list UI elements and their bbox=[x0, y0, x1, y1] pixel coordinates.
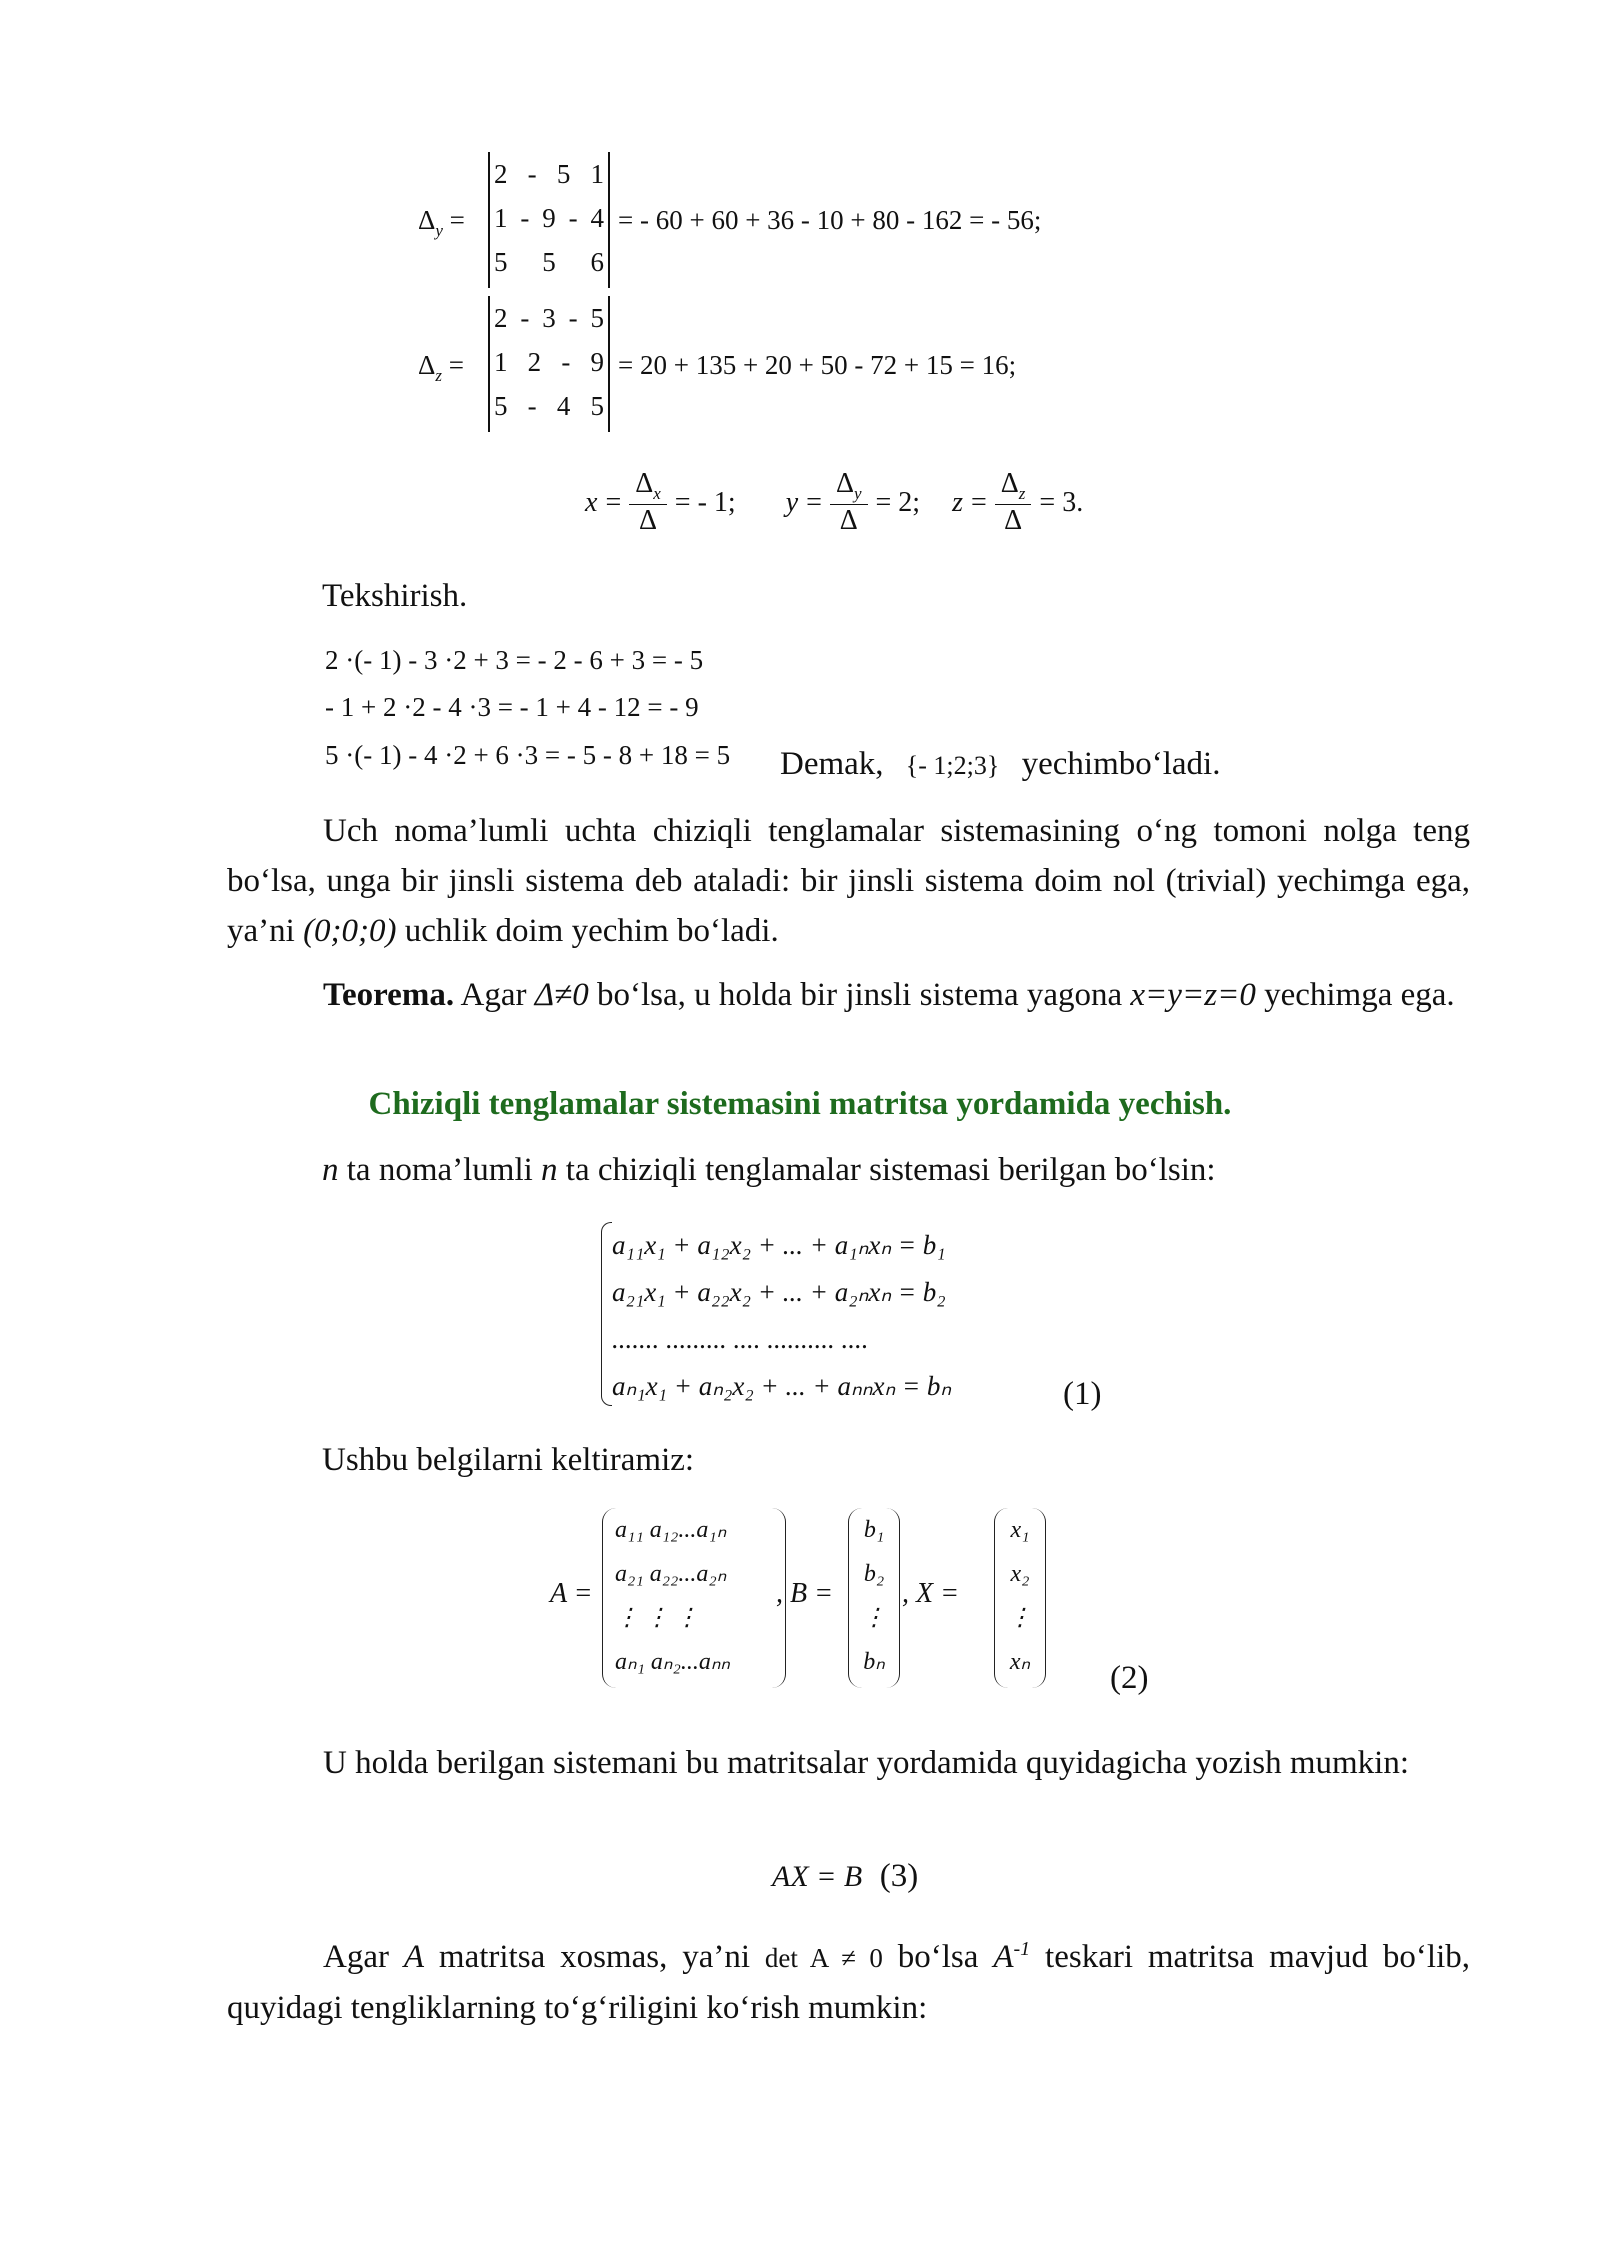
fraction bbox=[830, 468, 868, 537]
denominator: Δ bbox=[1004, 505, 1023, 536]
system-row: aₙ₁x₁ + aₙ₂x₂ + ... + aₙₙxₙ = bₙ bbox=[612, 1371, 952, 1401]
matrix-cell: - bbox=[527, 159, 537, 189]
matrix-row: ⋮ bbox=[862, 1605, 886, 1631]
delta-symbol: Δ bbox=[635, 468, 654, 499]
italic-text: n bbox=[322, 1152, 339, 1188]
delta-subscript: z bbox=[1018, 484, 1026, 503]
matrix-equation: AX = B bbox=[772, 1860, 863, 1893]
matrix-row bbox=[490, 384, 608, 428]
delta-z-label bbox=[418, 350, 464, 386]
matrix-row bbox=[490, 152, 608, 196]
matrix-row: a₂₁ a₂₂...a₂ₙ bbox=[615, 1561, 727, 1587]
matrix-row: ⋮ bbox=[1008, 1605, 1032, 1631]
text: uchlik doim yechim bo‘ladi. bbox=[396, 913, 779, 949]
fraction bbox=[995, 468, 1032, 537]
italic-text: Δ≠0 bbox=[534, 977, 589, 1013]
numerator bbox=[995, 468, 1032, 505]
matrix-a bbox=[602, 1508, 786, 1688]
matrix-cell: 5 bbox=[590, 391, 604, 421]
conclusion-text: yechimbo‘ladi. bbox=[1021, 746, 1221, 782]
delta-subscript: y bbox=[435, 221, 443, 240]
matrix-b-label: , B = bbox=[776, 1578, 833, 1609]
matrix-row: b₂ bbox=[863, 1561, 885, 1587]
text: bo‘lsa bbox=[882, 1939, 994, 1975]
matrix-cell: - bbox=[520, 203, 530, 233]
matrix-row bbox=[490, 296, 608, 340]
paragraph-inverse bbox=[227, 1924, 1470, 2033]
check-line: 5 ·(- 1) - 4 ·2 + 6 ·3 = - 5 - 8 + 18 = 5 bbox=[325, 740, 731, 770]
equals-sign: = bbox=[448, 350, 464, 380]
paragraph-matrix-form bbox=[227, 1738, 1470, 1788]
matrix-cell: 1 bbox=[494, 203, 508, 233]
matrix-row bbox=[490, 340, 608, 384]
text: bo‘lsa, u holda bir jinsli sistema yagona bbox=[588, 977, 1131, 1013]
matrix-cell: - bbox=[568, 203, 578, 233]
denominator: Δ bbox=[639, 505, 658, 536]
text: Agar bbox=[454, 977, 535, 1013]
variable: x bbox=[585, 486, 598, 518]
cramer-solutions bbox=[585, 468, 1083, 537]
text: Agar bbox=[323, 1939, 404, 1975]
text: matritsa xosmas, ya’ni bbox=[424, 1939, 765, 1975]
italic-text: x=y=z=0 bbox=[1130, 977, 1256, 1013]
det-condition: det A ≠ 0 bbox=[764, 1943, 883, 1973]
solution-x bbox=[585, 468, 736, 537]
check-line: 2 ·(- 1) - 3 ·2 + 3 = - 2 - 6 + 3 = - 5 bbox=[325, 645, 704, 675]
delta-subscript: y bbox=[853, 484, 862, 503]
fraction bbox=[629, 468, 667, 537]
matrix-row: b₁ bbox=[863, 1517, 885, 1543]
solution-value: = 2; bbox=[875, 486, 921, 518]
section-heading: Chiziqli tenglamalar sistemasini matritsa yordamida yechish. bbox=[368, 1086, 1232, 1122]
equation-number: (1) bbox=[1063, 1376, 1102, 1412]
equals-sign: = bbox=[605, 486, 622, 518]
matrix-cell: 4 bbox=[590, 203, 604, 233]
solution-triple: {- 1;2;3} bbox=[905, 751, 1000, 780]
matrix-b bbox=[848, 1508, 900, 1688]
equals-sign: = bbox=[806, 486, 822, 518]
equation-number: (2) bbox=[1110, 1660, 1149, 1696]
matrix-row: a₁₁ a₁₂...a₁ₙ bbox=[615, 1517, 727, 1543]
variable: y bbox=[785, 486, 799, 518]
check-title: Tekshirish. bbox=[322, 578, 468, 614]
text: yechimga ega. bbox=[1255, 977, 1455, 1013]
matrix-x bbox=[994, 1508, 1046, 1688]
system-row: a₁₁x₁ + a₁₂x₂ + ... + a₁ₙxₙ = b₁ bbox=[612, 1230, 946, 1260]
superscript: -1 bbox=[1013, 1938, 1031, 1960]
notation-intro: Ushbu belgilarni keltiramiz: bbox=[322, 1442, 695, 1478]
denominator: Δ bbox=[839, 505, 858, 536]
matrix-row: x₂ bbox=[1010, 1561, 1030, 1587]
delta-symbol: Δ bbox=[1000, 468, 1019, 499]
equation-number: (3) bbox=[879, 1858, 919, 1894]
matrix-row bbox=[490, 240, 608, 284]
variable: z bbox=[952, 486, 963, 518]
delta-subscript: z bbox=[435, 366, 442, 385]
italic-text: A bbox=[403, 1939, 425, 1975]
text: ta noma’lumli bbox=[338, 1152, 542, 1188]
matrix-cell: 9 bbox=[590, 347, 604, 377]
matrix-cell: 1 bbox=[494, 347, 508, 377]
matrix-cell: - bbox=[568, 303, 578, 333]
delta-z-expansion: = 20 + 135 + 20 + 50 - 72 + 15 = 16; bbox=[618, 350, 1017, 380]
matrix-row: ⋮ ⋮ ⋮ bbox=[615, 1605, 699, 1631]
solution-z bbox=[952, 468, 1083, 537]
numerator bbox=[830, 468, 868, 505]
matrix-row: bₙ bbox=[863, 1649, 885, 1675]
matrix-cell: - bbox=[561, 347, 571, 377]
matrix-cell: 9 bbox=[542, 203, 556, 233]
matrix-row: x₁ bbox=[1010, 1517, 1030, 1543]
equals-sign: = bbox=[449, 205, 465, 235]
delta-symbol: Δ bbox=[418, 205, 436, 235]
system-row: ....... ......... .... .......... .... bbox=[612, 1324, 869, 1354]
matrix-cell: 3 bbox=[542, 303, 556, 333]
matrix-cell: 2 bbox=[494, 303, 508, 333]
matrix-x-label: , X = bbox=[902, 1578, 959, 1609]
delta-y-matrix bbox=[488, 152, 610, 288]
delta-z-matrix bbox=[488, 296, 610, 432]
solution-value: = 3. bbox=[1039, 486, 1084, 518]
matrix-a-label: A = bbox=[550, 1578, 593, 1609]
matrix-cell: - bbox=[527, 391, 537, 421]
matrix-row bbox=[490, 196, 608, 240]
numerator bbox=[629, 468, 667, 505]
paragraph-system-intro bbox=[322, 1152, 1216, 1189]
check-line: - 1 + 2 ·2 - 4 ·3 = - 1 + 4 - 12 = - 9 bbox=[325, 692, 699, 722]
text: teskari matritsa mavjud bo‘lib, quyidagi tengliklarning to‘g‘riligini ko‘rish mumkin: bbox=[227, 1939, 1471, 2026]
delta-y-expansion: = - 60 + 60 + 36 - 10 + 80 - 162 = - 56; bbox=[618, 205, 1042, 235]
delta-symbol: Δ bbox=[835, 468, 854, 499]
italic-text: (0;0;0) bbox=[303, 913, 397, 949]
delta-y-label bbox=[418, 205, 465, 241]
paragraph-theorem bbox=[227, 970, 1470, 1020]
matrix-cell: 6 bbox=[590, 247, 604, 277]
solution-value: = - 1; bbox=[674, 486, 736, 518]
matrix-cell: 2 bbox=[494, 159, 508, 189]
matrix-cell: 1 bbox=[590, 159, 604, 189]
system-row: a₂₁x₁ + a₂₂x₂ + ... + a₂ₙxₙ = b₂ bbox=[612, 1277, 946, 1307]
text: ta chiziqli tenglamalar sistemasi berilgan bo‘lsin: bbox=[557, 1152, 1216, 1188]
text: Uch noma’lumli uchta chiziqli tenglamalar sistemasining o‘ng tomoni nolga teng bo‘lsa, unga bir jinsli sistema deb ataladi: bir jinsli sistema doim nol (trivial) yechimga ega, ya’ni bbox=[227, 813, 1470, 949]
matrix-row: xₙ bbox=[1009, 1649, 1031, 1675]
matrix-cell: 5 bbox=[556, 159, 571, 189]
matrix-cell: 5 bbox=[494, 247, 508, 277]
equation-3 bbox=[772, 1858, 918, 1895]
demak-text: Demak, bbox=[780, 746, 884, 782]
matrix-cell: 2 bbox=[527, 347, 542, 377]
theorem-label: Teorema. bbox=[323, 977, 455, 1013]
paragraph-homogeneous bbox=[227, 806, 1470, 956]
equation-system bbox=[612, 1222, 951, 1410]
system-brace bbox=[601, 1222, 612, 1406]
solution-y bbox=[786, 468, 920, 537]
matrix-cell: - bbox=[520, 303, 530, 333]
italic-text: A bbox=[993, 1939, 1014, 1975]
check-conclusion bbox=[780, 746, 1220, 783]
matrix-cell: 5 bbox=[590, 303, 604, 333]
matrix-cell: 4 bbox=[556, 391, 571, 421]
delta-subscript: x bbox=[653, 484, 661, 503]
delta-symbol: Δ bbox=[418, 350, 436, 380]
text: U holda berilgan sistemani bu matritsalar yordamida quyidagicha yozish mumkin: bbox=[323, 1745, 1410, 1781]
italic-text: n bbox=[541, 1152, 558, 1188]
matrix-cell: 5 bbox=[542, 247, 556, 277]
matrix-row: aₙ₁ aₙ₂...aₙₙ bbox=[615, 1649, 730, 1675]
equals-sign: = bbox=[970, 486, 987, 518]
matrix-cell: 5 bbox=[494, 391, 508, 421]
